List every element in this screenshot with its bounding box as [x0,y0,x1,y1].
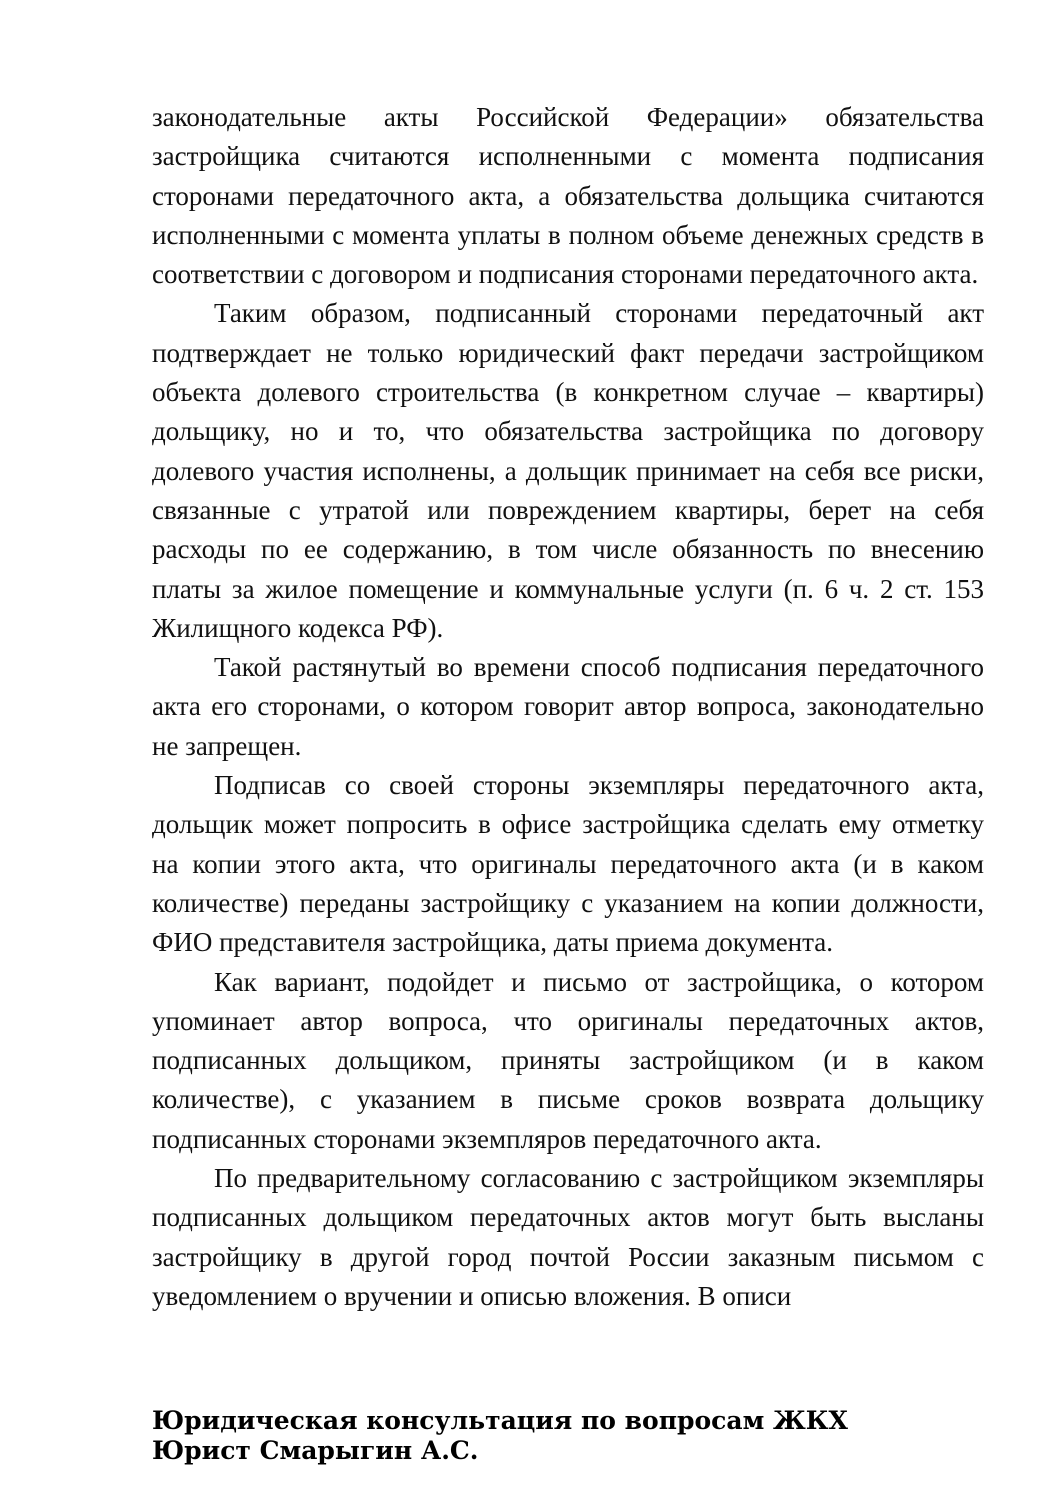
page-footer [152,1406,984,1466]
paragraph-continuation: законодательные акты Российской Федерации» обязательства застройщика считаются исполненными с момента подписания сторонами передаточного акта, а обязательства дольщика считаются исполненными с момента уплаты в полном объеме денежных средств в соответствии с договором и подписания сторонами передаточного акта. [152,102,984,290]
paragraph-transfer-act-significance: Таким образом, подписанный сторонами передаточный акт подтверждает не только юридический факт передачи застройщиком объекта долевого строительства (в конкретном случае – квартиры) дольщику, но и то, что обязательства застройщика по договору долевого участия исполнены, а дольщик принимает на себя все риски, связанные с утратой или повреждением квартиры, берет на себя расходы по ее содержанию, в том числе обязанность по внесению платы за жилое помещение и коммунальные услуги (п. 6 ч. 2 ст. 153 Жилищного кодекса РФ). [152,298,984,643]
paragraph-postal-delivery: По предварительному согласованию с застройщиком экземпляры подписанных дольщиком передаточных актов могут быть высланы застройщику в другой город почтой России заказным письмом с уведомлением о вручении и описью вложения. В описи [152,1163,984,1311]
paragraph-copy-mark: Подписав со своей стороны экземпляры передаточного акта, дольщик может попросить в офисе застройщика сделать ему отметку на копии этого акта, что оригиналы передаточного акта (и в каком количестве) переданы застройщику с указанием на копии должности, ФИО представителя застройщика, даты приема документа. [152,770,984,958]
paragraph-developer-letter: Как вариант, подойдет и письмо от застройщика, о котором упоминает автор вопроса, что оригиналы передаточных актов, подписанных дольщиком, приняты застройщиком (и в каком количестве), с указанием в письме сроков возврата дольщику подписанных сторонами экземпляров передаточного акта. [152,966,984,1154]
document-body [152,98,984,1316]
footer-consultation-title: Юридическая консультация по вопросам ЖКХ [152,1406,848,1435]
footer-lawyer-name: Юрист Смарыгин А.С. [152,1436,479,1465]
paragraph-signing-method: Такой растянутый во времени способ подписания передаточного акта его сторонами, о котором говорит автор вопроса, законодательно не запрещен. [152,652,984,761]
